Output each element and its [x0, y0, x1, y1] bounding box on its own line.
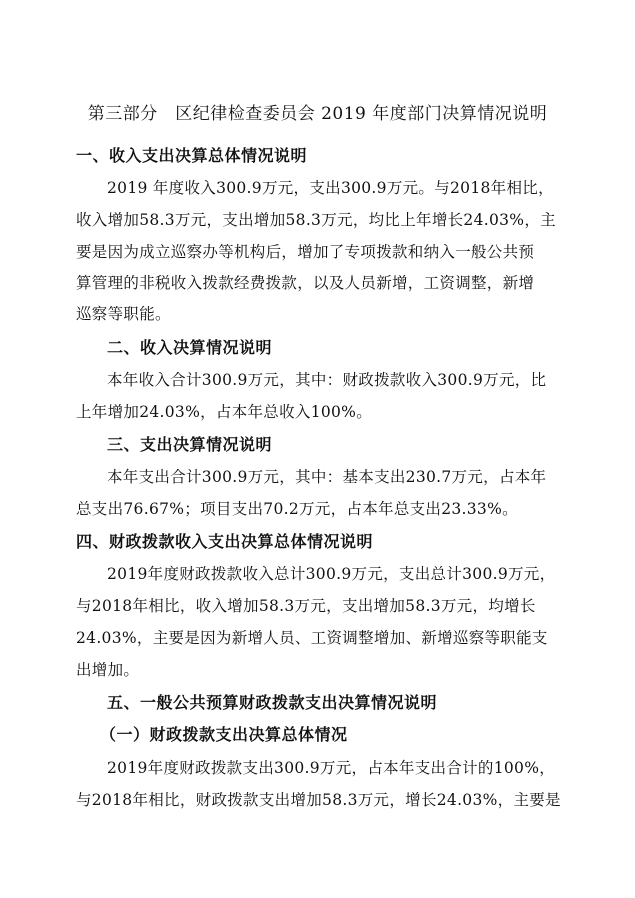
paragraph-line: 本年收入合计300.9万元，其中：财政拨款收入300.9万元，比: [107, 371, 547, 389]
document-title: 第三部分 区纪律检查委员会 2019 年度部门决算情况说明: [87, 104, 548, 124]
paragraph-line: 巡察等职能。: [76, 305, 171, 323]
paragraph-line: 收入增加58.3万元，支出增加58.3万元，均比上年增长24.03%，主: [76, 211, 556, 229]
paragraph-line: 2019年度财政拨款收入总计300.9万元，支出总计300.9万元，: [107, 565, 556, 583]
paragraph-line: 总支出76.67%；项目支出70.2万元，占本年总支出23.33%。: [76, 500, 518, 518]
paragraph-line: 与2018年相比，财政拨款支出增加58.3万元，增长24.03%，主要是: [76, 791, 561, 809]
subsection-heading: （一）财政拨款支出决算总体情况: [100, 725, 348, 744]
paragraph-line: 要是因为成立巡察办等机构后，增加了专项拨款和纳入一般公共预: [76, 243, 535, 261]
paragraph-line: 与2018年相比，收入增加58.3万元，支出增加58.3万元，均增长: [76, 597, 536, 615]
section-heading-2: 二、收入决算情况说明: [107, 338, 273, 357]
section-heading-4: 四、财政拨款收入支出决算总体情况说明: [76, 532, 374, 551]
paragraph-line: 2019 年度收入300.9万元，支出300.9万元。与2018年相比，: [107, 179, 554, 197]
section-heading-3: 三、支出决算情况说明: [107, 435, 273, 454]
paragraph-line: 本年支出合计300.9万元，其中：基本支出230.7万元，占本年: [107, 468, 547, 486]
section-heading-1: 一、收入支出决算总体情况说明: [76, 146, 308, 165]
section-heading-5: 五、一般公共预算财政拨款支出决算情况说明: [107, 693, 438, 712]
paragraph-line: 上年增加24.03%，占本年总收入100%。: [76, 403, 373, 421]
paragraph-line: 出增加。: [76, 661, 140, 679]
paragraph-line: 2019年度财政拨款支出300.9万元，占本年支出合计的100%，: [107, 759, 556, 777]
paragraph-line: 24.03%，主要是因为新增人员、工资调整增加、新增巡察等职能支: [76, 629, 548, 647]
paragraph-line: 算管理的非税收入拨款经费拨款，以及人员新增，工资调整，新增: [76, 274, 535, 292]
